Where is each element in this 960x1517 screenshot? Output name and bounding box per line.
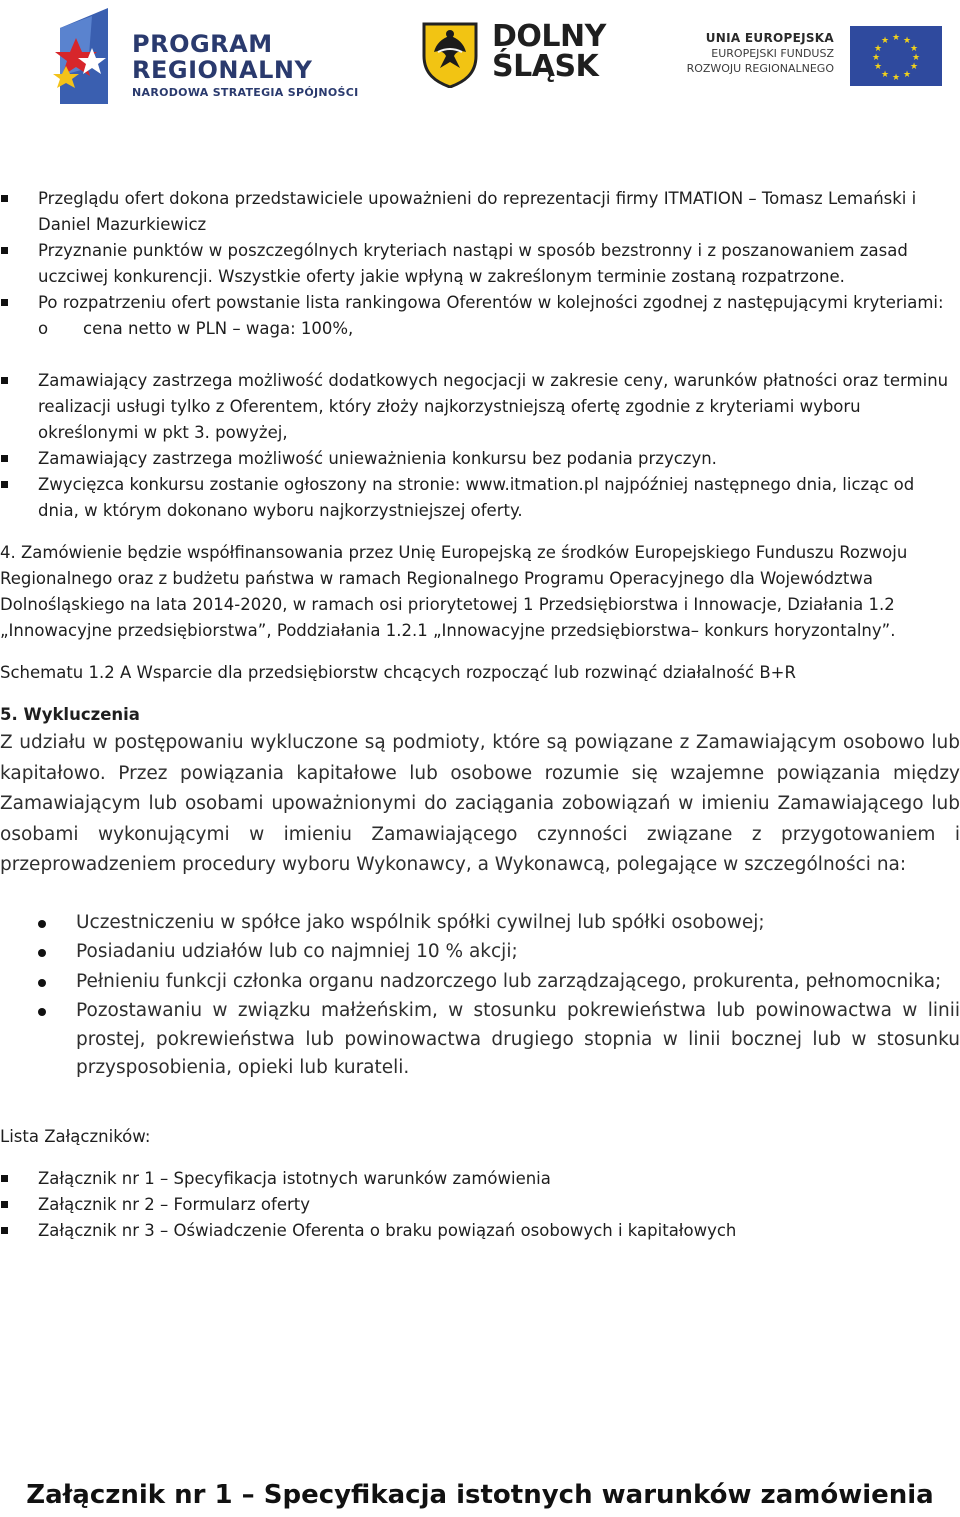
section-4-text: 4. Zamówienie będzie współfinansowania przez Unię Europejską ze środków Europejskiego Funduszu Rozwoju Regionalnego oraz z budżetu państwa w ramach Regionalnego Programu Operacyjnego dla Województwa Dolnośląskiego na lata 2014-2020, w ramach osi priorytetowej 1 Przedsiębiorstwa i Innowacje, Działania 1.2 „Innowacyjne przedsiębiorstwa”, Poddziałania 1.2.1 „Innowacyjne przedsiębiorstwa– konkurs horyzontalny”. [0,543,908,640]
square-bullet-icon [1,481,8,488]
round-bullet-icon [38,949,46,957]
exclusion-item: Pełnieniu funkcji członka organu nadzorczego lub zarządzającego, prokurenta, pełnomocnika; [0,968,960,997]
schemat-text: Schematu 1.2 A Wsparcie dla przedsiębiorstw chcących rozpocząć lub rozwinąć działalność B+R [0,663,796,682]
program-title-line2: REGIONALNY [132,56,313,84]
program-title-line1: PROGRAM [132,30,273,58]
svg-text:★: ★ [873,44,883,54]
dolny-slask-coat-of-arms-icon [420,22,480,88]
criteria-item: o cena netto w PLN – waga: 100%, [0,316,960,342]
attachment-item: Załącznik nr 2 – Formularz oferty [0,1192,960,1218]
ue-line3: ROZWOJU REGIONALNEGO [686,62,834,75]
square-bullet-icon [1,1175,8,1182]
ue-line2: EUROPEJSKI FUNDUSZ [711,47,834,60]
exclusion-list [0,909,960,1083]
round-bullet-icon [38,920,46,928]
square-bullet-icon [1,377,8,384]
criteria-sublist [0,316,960,342]
program-regionalny-logo [52,8,362,108]
evaluation-list [0,186,960,316]
attachment-item: Załącznik nr 3 – Oświadczenie Oferenta o braku powiązań osobowych i kapitałowych [0,1218,960,1244]
attachments-list [0,1166,960,1244]
svg-text:★: ★ [871,53,881,63]
exclusion-item: Pozostawaniu w związku małżeńskim, w stosunku pokrewieństwa lub powinowactwa w linii prostej, pokrewieństwa lub powinowactwa drugiego stopnia w linii bocznej lub w stosunku przysposobienia, opieki lub kurateli. [0,997,960,1083]
svg-text:★: ★ [891,33,901,43]
eu-flag-icon [850,26,942,86]
svg-text:★: ★ [911,53,921,63]
list-item: Zwycięzca konkursu zostanie ogłoszony na stronie: www.itmation.pl najpóźniej następnego dnia, licząc od dnia, w którym dokonano wyboru najkorzystniejszej oferty. [0,472,960,524]
square-bullet-icon [1,299,8,306]
exclusion-item: Uczestniczeniu w spółce jako wspólnik spółki cywilnej lub spółki osobowej; [0,909,960,938]
round-bullet-icon [38,1008,46,1016]
attachments-title: Lista Załączników: [0,1126,151,1146]
list-item: Przyznanie punktów w poszczególnych kryteriach nastąpi w sposób bezstronny i z poszanowaniem zasad uczciwej konkurencji. Wszystkie oferty jakie wpłyną w zakreślonym terminie zostaną rozpatrzone. [0,238,960,290]
svg-text:★: ★ [880,36,890,46]
program-regionalny-emblem-icon [52,8,132,108]
section-5-title: 5. Wykluczenia [0,705,140,724]
section-5-text: Z udziału w postępowaniu wykluczone są podmioty, które są powiązane z Zamawiającym osobowo lub kapitałowo. Przez powiązania kapitałowe lub osobowe rozumie się wzajemne powiązania między Zamawiającym lub osobami upoważnionymi do zaciągania zobowiązań w imieniu Zamawiającego lub osobami wykonującymi w imieniu Zamawiającego czynności związane z przygotowaniem i przeprowadzeniem procedury wyboru Wykonawcy, a Wykonawcą, polegające w szczególności na: [0,732,960,876]
svg-text:★: ★ [909,62,919,72]
header-logos [0,0,960,120]
ue-line1: UNIA EUROPEJSKA [705,31,834,45]
dolny-slask-logo [420,19,620,92]
svg-text:★: ★ [891,73,901,83]
square-bullet-icon [1,455,8,462]
list-item: Przeglądu ofert dokona przedstawiciele upoważnieni do reprezentacji firmy ITMATION – Tomasz Lemański i Daniel Mazurkiewicz [0,186,960,238]
dolny-line2: ŚLĄSK [492,49,599,84]
list-item: Zamawiający zastrzega możliwość dodatkowych negocjacji w zakresie ceny, warunków płatności oraz terminu realizacji usługi tylko z Oferentem, który złoży najkorzystniejszą ofertę zgodnie z kryteriami wyboru określonymi w pkt 3. powyżej, [0,368,960,446]
program-subtitle: NARODOWA STRATEGIA SPÓJNOŚCI [132,86,359,99]
document-body [0,186,960,1244]
exclusion-item: Posiadaniu udziałów lub co najmniej 10 % akcji; [0,938,960,967]
svg-text:★: ★ [873,62,883,72]
svg-text:★: ★ [902,36,912,46]
circle-outline-bullet-icon: o [38,319,49,338]
ue-text-block [687,30,834,76]
svg-text:★: ★ [909,44,919,54]
round-bullet-icon [38,979,46,987]
annex-title: Załącznik nr 1 – Specyfikacja istotnych warunków zamówienia [26,1480,934,1510]
unia-europejska-logo [680,26,942,88]
square-bullet-icon [1,1227,8,1234]
square-bullet-icon [1,1201,8,1208]
square-bullet-icon [1,195,8,202]
list-item: Po rozpatrzeniu ofert powstanie lista rankingowa Oferentów w kolejności zgodnej z następującymi kryteriami: [0,290,960,316]
attachment-item: Załącznik nr 1 – Specyfikacja istotnych warunków zamówienia [0,1166,960,1192]
svg-text:★: ★ [880,70,890,80]
square-bullet-icon [1,247,8,254]
list-item: Zamawiający zastrzega możliwość unieważnienia konkursu bez podania przyczyn. [0,446,960,472]
reservations-list [0,368,960,524]
dolny-line1: DOLNY [492,19,606,54]
svg-text:★: ★ [902,70,912,80]
